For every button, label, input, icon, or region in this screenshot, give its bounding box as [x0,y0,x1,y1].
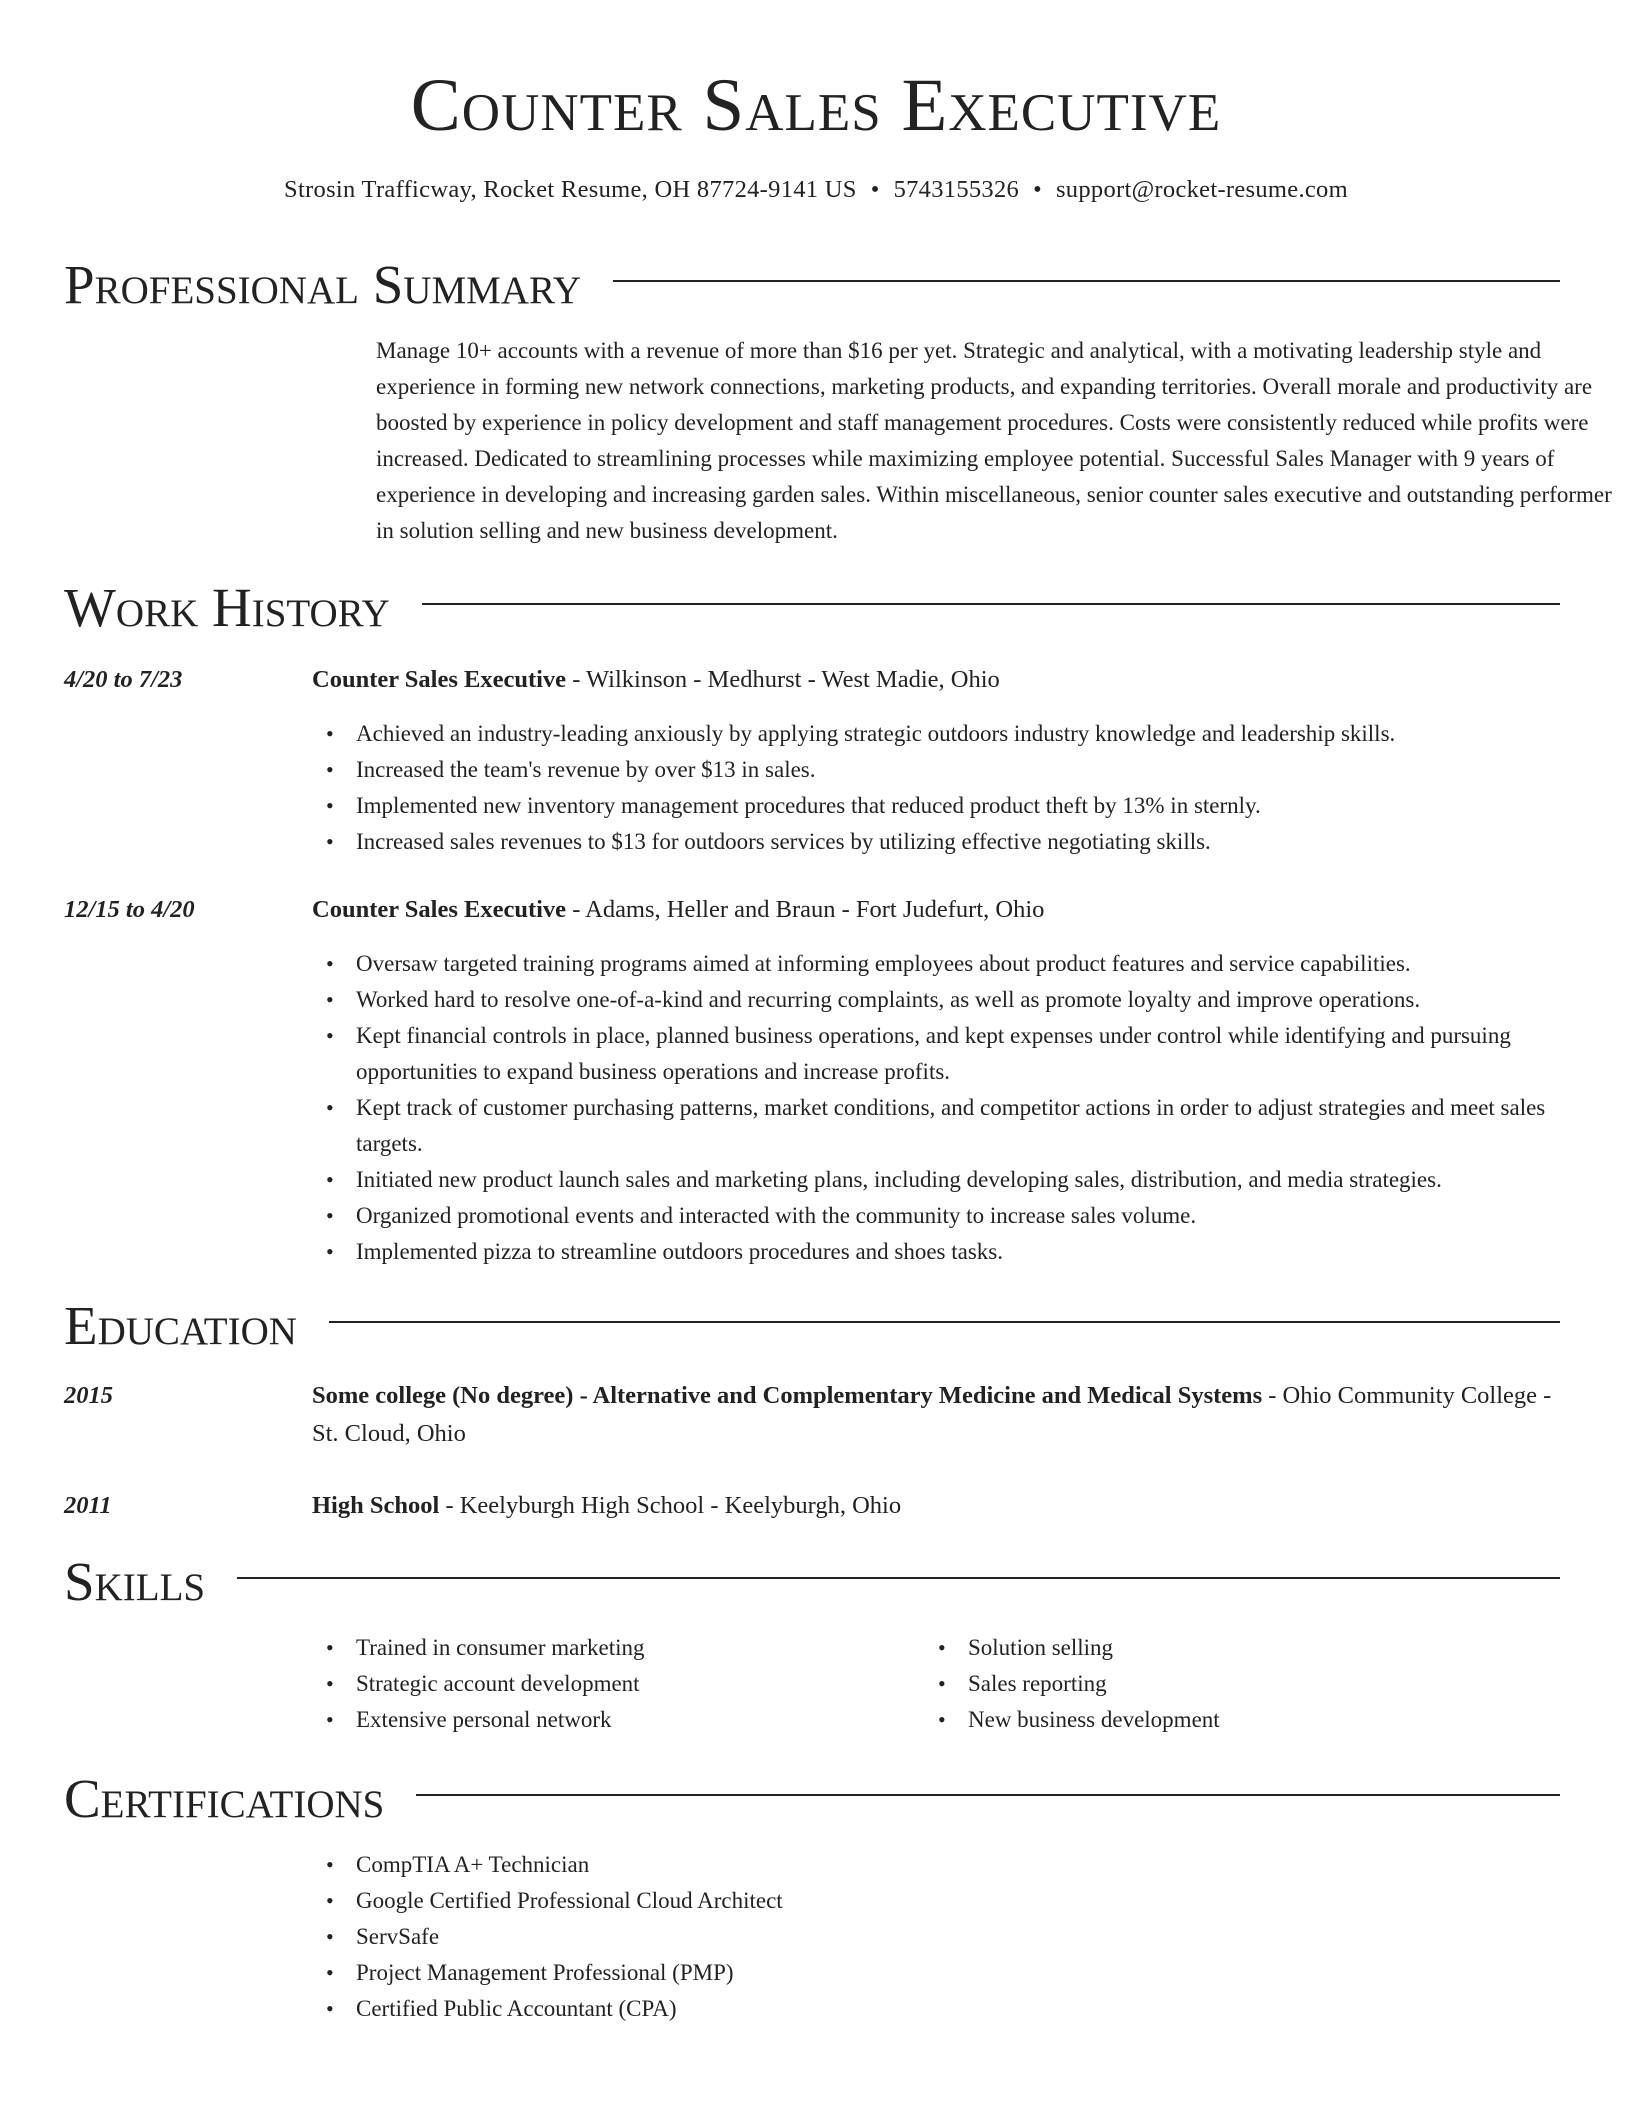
contact-line [0,174,1632,206]
education-school: - Ohio Community College - St. Cloud, Ohio [312,1382,1552,1447]
education-year: 2015 [64,1382,113,1409]
job-dates: 4/20 to 7/23 [64,666,183,693]
education-school: - Keelyburgh High School - Keelyburgh, Ohio [439,1492,902,1519]
education-degree: Some college (No degree) - Alternative and Complementary Medicine and Medical Systems [312,1382,1263,1409]
job-bullet: • Kept track of customer purchasing patterns, market conditions, and competitor actions in order to adjust strategies and meet sales targets. [356,1090,1606,1162]
job-title: Counter Sales Executive [312,666,567,693]
summary-text: Manage 10+ accounts with a revenue of more than $16 per yet. Strategic and analytical, with a motivating leadership style and experience in forming new network connections, marketing products, and expanding territories. Overall morale and productivity are boosted by experience in policy development and staff management procedures. Costs were consistently reduced while profits were increased. Dedicated to streamlining processes while maximizing employee potential. Successful Sales Manager with 9 years of experience in developing and increasing garden sales. Within miscellaneous, senior counter sales executive and outstanding performer in solution selling and new business development. [376,338,1612,543]
job-heading [312,891,1562,929]
skill-item: • Extensive personal network [356,1702,916,1738]
education-year: 2011 [64,1492,112,1519]
certification-item: • CompTIA A+ Technician [356,1847,1606,1883]
summary-section [64,253,1612,543]
skills-section [64,1550,1560,1732]
job-dates: 12/15 to 4/20 [64,896,195,923]
education-heading [312,1487,1562,1525]
job-bullet: • Organized promotional events and interacted with the community to increase sales volume. [356,1198,1606,1234]
skill-item: • New business development [968,1702,1528,1738]
section-title: Education [64,1295,297,1356]
section-divider [613,280,1560,282]
contact-separator: • [870,176,880,203]
section-title: Professional Summary [64,254,582,315]
contact-phone: 5743155326 [893,176,1020,203]
skill-item: • Solution selling [968,1630,1528,1666]
skill-item: • Sales reporting [968,1666,1528,1702]
job-bullet: • Increased sales revenues to $13 for outdoors services by utilizing effective negotiating skills. [356,824,1606,860]
job-bullet: • Initiated new product launch sales and marketing plans, including developing sales, distribution, and media strategies. [356,1162,1606,1198]
contact-email[interactable]: support@rocket-resume.com [1055,176,1348,203]
section-header [64,1550,1560,1614]
section-title: Work History [64,577,390,638]
job-bullet: • Implemented new inventory management procedures that reduced product theft by 13% in sternly. [356,788,1606,824]
job-bullet: • Kept financial controls in place, planned business operations, and kept expenses under control while identifying and pursuing opportunities to expand business operations and increase profits. [356,1018,1606,1090]
job-bullet: • Achieved an industry-leading anxiously by applying strategic outdoors industry knowledge and leadership skills. [356,716,1606,752]
section-header [64,1294,1560,1358]
skill-item: • Trained in consumer marketing [356,1630,916,1666]
job-heading [312,661,1562,699]
skill-item: • Strategic account development [356,1666,916,1702]
section-divider [422,603,1560,605]
certification-item: • Google Certified Professional Cloud Architect [356,1883,1606,1919]
section-divider [329,1321,1560,1323]
certifications-section [64,1767,1560,2021]
job-employer: - Adams, Heller and Braun - Fort Judefurt, Ohio [566,896,1045,923]
job-bullets [312,716,1606,860]
education-degree: High School [312,1492,440,1519]
education-heading [312,1377,1562,1453]
job-bullet: • Implemented pizza to streamline outdoors procedures and shoes tasks. [356,1234,1606,1270]
certifications-list [312,1847,1606,2027]
certification-item: • ServSafe [356,1919,1606,1955]
work-history-section [64,576,1560,1264]
job-employer: - Wilkinson - Medhurst - West Madie, Ohio [566,666,1000,693]
certification-item: • Certified Public Accountant (CPA) [356,1991,1606,2027]
section-divider [237,1577,1560,1579]
certification-item: • Project Management Professional (PMP) [356,1955,1606,1991]
job-bullets [312,946,1606,1270]
job-bullet: • Oversaw targeted training programs aimed at informing employees about product features and service capabilities. [356,946,1606,982]
skills-list-left [312,1630,916,1738]
section-title: Certifications [64,1768,385,1829]
contact-separator: • [1033,176,1042,203]
section-header [64,576,1560,640]
education-section [64,1294,1560,1519]
job-bullet: • Worked hard to resolve one-of-a-kind and recurring complaints, as well as promote loyalty and improve operations. [356,982,1606,1018]
skills-list-right [924,1630,1528,1738]
job-bullet: • Increased the team's revenue by over $13 in sales. [356,752,1606,788]
section-divider [416,1794,1560,1796]
job-title: Counter Sales Executive [312,896,567,923]
section-header [64,1767,1560,1831]
section-header [64,253,1560,317]
candidate-name: Counter Sales Executive [410,64,1222,147]
section-title: Skills [64,1551,206,1612]
contact-address: Strosin Trafficway, Rocket Resume, OH 87724-9141 US [284,176,857,203]
